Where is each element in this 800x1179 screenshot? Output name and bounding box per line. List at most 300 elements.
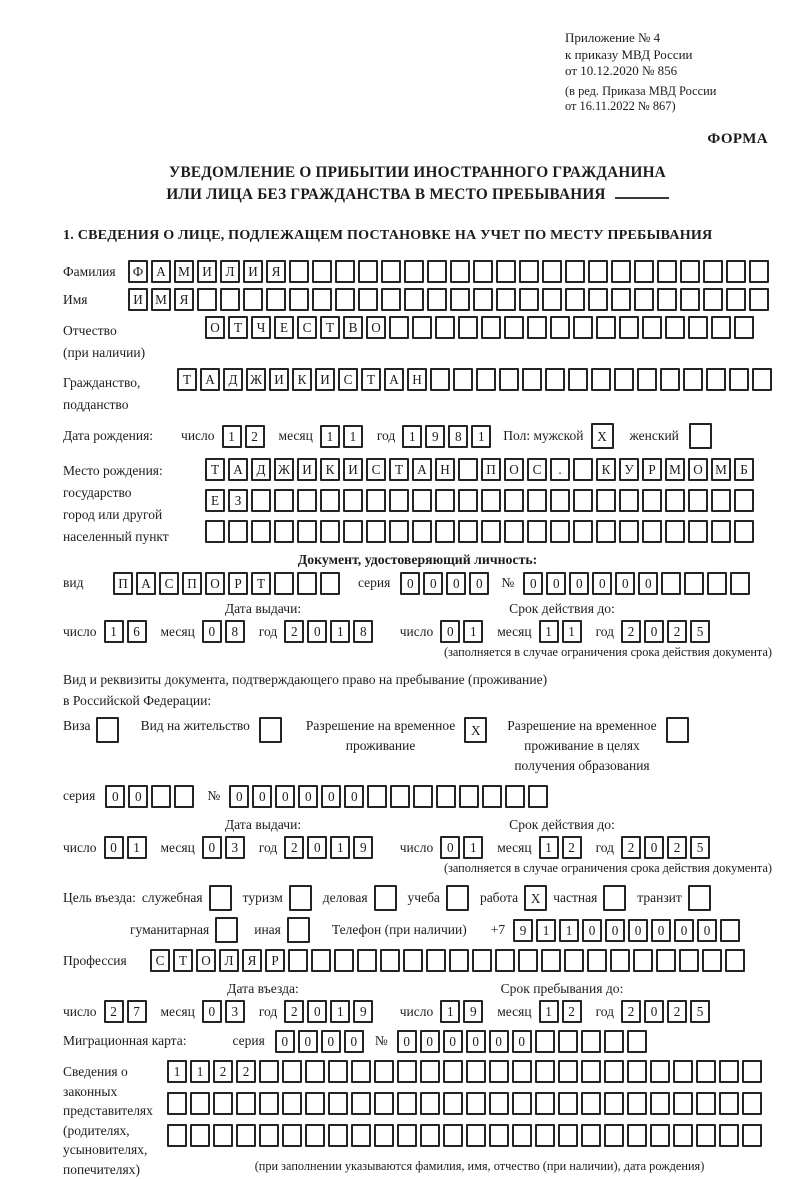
- char-cell[interactable]: 1: [471, 425, 491, 448]
- char-cell[interactable]: [742, 1124, 762, 1147]
- char-cell[interactable]: Ч: [251, 316, 271, 339]
- char-cell[interactable]: [343, 489, 363, 512]
- char-cell[interactable]: [489, 1092, 509, 1115]
- char-cell[interactable]: [374, 885, 397, 911]
- char-cell[interactable]: [504, 316, 524, 339]
- char-cell[interactable]: [588, 288, 608, 311]
- char-cell[interactable]: [650, 1124, 670, 1147]
- char-cell[interactable]: [397, 1092, 417, 1115]
- char-cell[interactable]: [335, 260, 355, 283]
- char-cell[interactable]: [711, 489, 731, 512]
- char-cell[interactable]: 0: [202, 620, 222, 643]
- char-cell[interactable]: [213, 1092, 233, 1115]
- char-cell[interactable]: [660, 368, 680, 391]
- char-cell[interactable]: [734, 489, 754, 512]
- char-cell[interactable]: [236, 1124, 256, 1147]
- char-cell[interactable]: 2: [621, 620, 641, 643]
- char-cell[interactable]: [703, 260, 723, 283]
- char-cell[interactable]: 0: [644, 1000, 664, 1023]
- char-cell[interactable]: 1: [343, 425, 363, 448]
- char-cell[interactable]: 6: [127, 620, 147, 643]
- char-cell[interactable]: [449, 949, 469, 972]
- char-cell[interactable]: [642, 520, 662, 543]
- char-cell[interactable]: [573, 520, 593, 543]
- char-cell[interactable]: [742, 1092, 762, 1115]
- char-cell[interactable]: [305, 1092, 325, 1115]
- char-cell[interactable]: А: [136, 572, 156, 595]
- char-cell[interactable]: О: [205, 572, 225, 595]
- char-cell[interactable]: X: [524, 885, 547, 911]
- char-cell[interactable]: [627, 1030, 647, 1053]
- char-cell[interactable]: [167, 1092, 187, 1115]
- char-cell[interactable]: С: [159, 572, 179, 595]
- char-cell[interactable]: М: [151, 288, 171, 311]
- char-cell[interactable]: [190, 1124, 210, 1147]
- char-cell[interactable]: [587, 949, 607, 972]
- char-cell[interactable]: 1: [402, 425, 422, 448]
- char-cell[interactable]: Б: [734, 458, 754, 481]
- char-cell[interactable]: [573, 458, 593, 481]
- char-cell[interactable]: [696, 1124, 716, 1147]
- char-cell[interactable]: [466, 1092, 486, 1115]
- char-cell[interactable]: [367, 785, 387, 808]
- char-cell[interactable]: [374, 1092, 394, 1115]
- char-cell[interactable]: 2: [667, 836, 687, 859]
- char-cell[interactable]: [512, 1092, 532, 1115]
- char-cell[interactable]: [749, 288, 769, 311]
- char-cell[interactable]: 2: [621, 836, 641, 859]
- char-cell[interactable]: 9: [353, 1000, 373, 1023]
- char-cell[interactable]: [610, 949, 630, 972]
- char-cell[interactable]: [688, 489, 708, 512]
- char-cell[interactable]: [541, 949, 561, 972]
- char-cell[interactable]: С: [338, 368, 358, 391]
- char-cell[interactable]: [274, 489, 294, 512]
- char-cell[interactable]: [527, 489, 547, 512]
- char-cell[interactable]: [573, 489, 593, 512]
- char-cell[interactable]: [426, 949, 446, 972]
- char-cell[interactable]: [627, 1124, 647, 1147]
- char-cell[interactable]: [420, 1092, 440, 1115]
- char-cell[interactable]: [328, 1060, 348, 1083]
- char-cell[interactable]: 2: [245, 425, 265, 448]
- char-cell[interactable]: [476, 368, 496, 391]
- char-cell[interactable]: [588, 260, 608, 283]
- char-cell[interactable]: [213, 1124, 233, 1147]
- char-cell[interactable]: [374, 1060, 394, 1083]
- char-cell[interactable]: 0: [400, 572, 420, 595]
- char-cell[interactable]: [688, 316, 708, 339]
- char-cell[interactable]: [619, 316, 639, 339]
- char-cell[interactable]: [443, 1092, 463, 1115]
- char-cell[interactable]: [209, 885, 232, 911]
- char-cell[interactable]: [496, 260, 516, 283]
- char-cell[interactable]: Т: [228, 316, 248, 339]
- char-cell[interactable]: 0: [128, 785, 148, 808]
- char-cell[interactable]: [725, 949, 745, 972]
- char-cell[interactable]: 9: [425, 425, 445, 448]
- char-cell[interactable]: [535, 1092, 555, 1115]
- char-cell[interactable]: [287, 917, 310, 943]
- char-cell[interactable]: [472, 949, 492, 972]
- char-cell[interactable]: [683, 368, 703, 391]
- char-cell[interactable]: [581, 1030, 601, 1053]
- char-cell[interactable]: [684, 572, 704, 595]
- char-cell[interactable]: М: [711, 458, 731, 481]
- char-cell[interactable]: [458, 316, 478, 339]
- char-cell[interactable]: [558, 1092, 578, 1115]
- char-cell[interactable]: И: [128, 288, 148, 311]
- char-cell[interactable]: 1: [539, 1000, 559, 1023]
- char-cell[interactable]: 0: [440, 836, 460, 859]
- char-cell[interactable]: [358, 260, 378, 283]
- char-cell[interactable]: [458, 489, 478, 512]
- char-cell[interactable]: [288, 949, 308, 972]
- char-cell[interactable]: [389, 520, 409, 543]
- char-cell[interactable]: Р: [642, 458, 662, 481]
- char-cell[interactable]: [518, 949, 538, 972]
- char-cell[interactable]: 2: [104, 1000, 124, 1023]
- char-cell[interactable]: [673, 1092, 693, 1115]
- char-cell[interactable]: О: [688, 458, 708, 481]
- char-cell[interactable]: 0: [592, 572, 612, 595]
- char-cell[interactable]: [96, 717, 119, 743]
- char-cell[interactable]: [351, 1124, 371, 1147]
- char-cell[interactable]: [282, 1092, 302, 1115]
- char-cell[interactable]: [565, 260, 585, 283]
- char-cell[interactable]: [680, 260, 700, 283]
- char-cell[interactable]: [351, 1060, 371, 1083]
- char-cell[interactable]: И: [197, 260, 217, 283]
- char-cell[interactable]: 1: [463, 836, 483, 859]
- char-cell[interactable]: С: [527, 458, 547, 481]
- char-cell[interactable]: [726, 288, 746, 311]
- char-cell[interactable]: [512, 1124, 532, 1147]
- char-cell[interactable]: [305, 1060, 325, 1083]
- char-cell[interactable]: [642, 316, 662, 339]
- char-cell[interactable]: Т: [320, 316, 340, 339]
- char-cell[interactable]: [535, 1030, 555, 1053]
- char-cell[interactable]: [251, 489, 271, 512]
- char-cell[interactable]: 0: [546, 572, 566, 595]
- char-cell[interactable]: [665, 316, 685, 339]
- char-cell[interactable]: [289, 260, 309, 283]
- char-cell[interactable]: [473, 260, 493, 283]
- char-cell[interactable]: [711, 520, 731, 543]
- char-cell[interactable]: [328, 1092, 348, 1115]
- char-cell[interactable]: 0: [420, 1030, 440, 1053]
- char-cell[interactable]: [702, 949, 722, 972]
- char-cell[interactable]: [297, 520, 317, 543]
- char-cell[interactable]: [374, 1124, 394, 1147]
- char-cell[interactable]: [611, 260, 631, 283]
- char-cell[interactable]: [734, 316, 754, 339]
- char-cell[interactable]: [334, 949, 354, 972]
- char-cell[interactable]: 1: [330, 620, 350, 643]
- char-cell[interactable]: В: [343, 316, 363, 339]
- char-cell[interactable]: 8: [225, 620, 245, 643]
- char-cell[interactable]: [403, 949, 423, 972]
- char-cell[interactable]: 9: [513, 919, 533, 942]
- char-cell[interactable]: С: [366, 458, 386, 481]
- char-cell[interactable]: 8: [353, 620, 373, 643]
- char-cell[interactable]: [581, 1124, 601, 1147]
- char-cell[interactable]: [707, 572, 727, 595]
- char-cell[interactable]: [657, 260, 677, 283]
- char-cell[interactable]: [519, 288, 539, 311]
- char-cell[interactable]: К: [292, 368, 312, 391]
- char-cell[interactable]: [604, 1124, 624, 1147]
- char-cell[interactable]: 1: [539, 620, 559, 643]
- char-cell[interactable]: [499, 368, 519, 391]
- char-cell[interactable]: Е: [205, 489, 225, 512]
- char-cell[interactable]: [720, 919, 740, 942]
- char-cell[interactable]: 0: [569, 572, 589, 595]
- char-cell[interactable]: [427, 260, 447, 283]
- char-cell[interactable]: [435, 520, 455, 543]
- char-cell[interactable]: [504, 489, 524, 512]
- char-cell[interactable]: [289, 288, 309, 311]
- char-cell[interactable]: [642, 489, 662, 512]
- char-cell[interactable]: [446, 885, 469, 911]
- char-cell[interactable]: 0: [105, 785, 125, 808]
- char-cell[interactable]: 0: [466, 1030, 486, 1053]
- char-cell[interactable]: [550, 489, 570, 512]
- char-cell[interactable]: 0: [644, 836, 664, 859]
- char-cell[interactable]: 8: [448, 425, 468, 448]
- char-cell[interactable]: [381, 260, 401, 283]
- char-cell[interactable]: [236, 1092, 256, 1115]
- char-cell[interactable]: [312, 288, 332, 311]
- char-cell[interactable]: [688, 520, 708, 543]
- char-cell[interactable]: 1: [330, 836, 350, 859]
- char-cell[interactable]: 0: [423, 572, 443, 595]
- char-cell[interactable]: Л: [219, 949, 239, 972]
- char-cell[interactable]: [266, 288, 286, 311]
- char-cell[interactable]: 0: [202, 1000, 222, 1023]
- char-cell[interactable]: 1: [330, 1000, 350, 1023]
- char-cell[interactable]: Я: [242, 949, 262, 972]
- char-cell[interactable]: [351, 1092, 371, 1115]
- char-cell[interactable]: 0: [512, 1030, 532, 1053]
- char-cell[interactable]: 2: [621, 1000, 641, 1023]
- char-cell[interactable]: 1: [222, 425, 242, 448]
- char-cell[interactable]: [542, 260, 562, 283]
- char-cell[interactable]: [215, 917, 238, 943]
- char-cell[interactable]: [719, 1124, 739, 1147]
- char-cell[interactable]: [703, 288, 723, 311]
- char-cell[interactable]: О: [366, 316, 386, 339]
- char-cell[interactable]: [450, 288, 470, 311]
- char-cell[interactable]: [282, 1124, 302, 1147]
- char-cell[interactable]: 0: [229, 785, 249, 808]
- char-cell[interactable]: 0: [344, 1030, 364, 1053]
- char-cell[interactable]: [366, 489, 386, 512]
- char-cell[interactable]: [627, 1092, 647, 1115]
- char-cell[interactable]: Р: [228, 572, 248, 595]
- char-cell[interactable]: [420, 1060, 440, 1083]
- char-cell[interactable]: [358, 288, 378, 311]
- char-cell[interactable]: 2: [284, 1000, 304, 1023]
- char-cell[interactable]: Ж: [246, 368, 266, 391]
- char-cell[interactable]: А: [200, 368, 220, 391]
- char-cell[interactable]: 0: [104, 836, 124, 859]
- char-cell[interactable]: [289, 885, 312, 911]
- char-cell[interactable]: [535, 1060, 555, 1083]
- char-cell[interactable]: 1: [539, 836, 559, 859]
- char-cell[interactable]: 3: [225, 836, 245, 859]
- char-cell[interactable]: [650, 1060, 670, 1083]
- char-cell[interactable]: [661, 572, 681, 595]
- char-cell[interactable]: 0: [275, 1030, 295, 1053]
- char-cell[interactable]: [558, 1030, 578, 1053]
- char-cell[interactable]: [596, 316, 616, 339]
- char-cell[interactable]: [627, 1060, 647, 1083]
- char-cell[interactable]: [466, 1060, 486, 1083]
- char-cell[interactable]: 0: [307, 1000, 327, 1023]
- char-cell[interactable]: [596, 489, 616, 512]
- char-cell[interactable]: М: [174, 260, 194, 283]
- char-cell[interactable]: [558, 1124, 578, 1147]
- char-cell[interactable]: [633, 949, 653, 972]
- char-cell[interactable]: О: [196, 949, 216, 972]
- char-cell[interactable]: [604, 1030, 624, 1053]
- char-cell[interactable]: [634, 260, 654, 283]
- char-cell[interactable]: Н: [435, 458, 455, 481]
- char-cell[interactable]: [657, 288, 677, 311]
- char-cell[interactable]: [679, 949, 699, 972]
- char-cell[interactable]: [389, 489, 409, 512]
- char-cell[interactable]: 2: [667, 620, 687, 643]
- char-cell[interactable]: 0: [443, 1030, 463, 1053]
- char-cell[interactable]: 0: [489, 1030, 509, 1053]
- char-cell[interactable]: [397, 1124, 417, 1147]
- char-cell[interactable]: 2: [284, 620, 304, 643]
- char-cell[interactable]: З: [228, 489, 248, 512]
- char-cell[interactable]: [297, 572, 317, 595]
- char-cell[interactable]: Ж: [274, 458, 294, 481]
- char-cell[interactable]: [614, 368, 634, 391]
- char-cell[interactable]: [489, 1124, 509, 1147]
- char-cell[interactable]: [482, 785, 502, 808]
- char-cell[interactable]: 2: [284, 836, 304, 859]
- char-cell[interactable]: Т: [173, 949, 193, 972]
- char-cell[interactable]: [320, 572, 340, 595]
- char-cell[interactable]: [443, 1124, 463, 1147]
- char-cell[interactable]: [545, 368, 565, 391]
- char-cell[interactable]: К: [320, 458, 340, 481]
- char-cell[interactable]: К: [596, 458, 616, 481]
- char-cell[interactable]: [619, 489, 639, 512]
- char-cell[interactable]: [749, 260, 769, 283]
- char-cell[interactable]: [666, 717, 689, 743]
- char-cell[interactable]: 0: [638, 572, 658, 595]
- char-cell[interactable]: [390, 785, 410, 808]
- char-cell[interactable]: 2: [562, 1000, 582, 1023]
- char-cell[interactable]: Ф: [128, 260, 148, 283]
- char-cell[interactable]: Д: [223, 368, 243, 391]
- char-cell[interactable]: [436, 785, 456, 808]
- char-cell[interactable]: 0: [307, 620, 327, 643]
- char-cell[interactable]: [404, 288, 424, 311]
- char-cell[interactable]: [343, 520, 363, 543]
- char-cell[interactable]: [443, 1060, 463, 1083]
- char-cell[interactable]: [220, 288, 240, 311]
- char-cell[interactable]: [435, 489, 455, 512]
- char-cell[interactable]: [527, 520, 547, 543]
- char-cell[interactable]: [412, 489, 432, 512]
- char-cell[interactable]: [550, 316, 570, 339]
- char-cell[interactable]: [274, 520, 294, 543]
- char-cell[interactable]: 0: [298, 1030, 318, 1053]
- char-cell[interactable]: [495, 949, 515, 972]
- char-cell[interactable]: 0: [644, 620, 664, 643]
- char-cell[interactable]: [581, 1092, 601, 1115]
- char-cell[interactable]: [458, 520, 478, 543]
- char-cell[interactable]: 1: [463, 620, 483, 643]
- char-cell[interactable]: Л: [220, 260, 240, 283]
- char-cell[interactable]: [459, 785, 479, 808]
- char-cell[interactable]: С: [297, 316, 317, 339]
- char-cell[interactable]: М: [665, 458, 685, 481]
- char-cell[interactable]: 0: [252, 785, 272, 808]
- char-cell[interactable]: [512, 1060, 532, 1083]
- char-cell[interactable]: 0: [440, 620, 460, 643]
- char-cell[interactable]: [481, 520, 501, 543]
- char-cell[interactable]: [752, 368, 772, 391]
- char-cell[interactable]: 0: [298, 785, 318, 808]
- char-cell[interactable]: [328, 1124, 348, 1147]
- char-cell[interactable]: 1: [167, 1060, 187, 1083]
- char-cell[interactable]: [381, 288, 401, 311]
- char-cell[interactable]: [706, 368, 726, 391]
- char-cell[interactable]: 3: [225, 1000, 245, 1023]
- char-cell[interactable]: [742, 1060, 762, 1083]
- char-cell[interactable]: [190, 1092, 210, 1115]
- char-cell[interactable]: [637, 368, 657, 391]
- char-cell[interactable]: П: [481, 458, 501, 481]
- char-cell[interactable]: [673, 1124, 693, 1147]
- char-cell[interactable]: [243, 288, 263, 311]
- char-cell[interactable]: 1: [320, 425, 340, 448]
- char-cell[interactable]: [519, 260, 539, 283]
- char-cell[interactable]: [466, 1124, 486, 1147]
- char-cell[interactable]: [528, 785, 548, 808]
- char-cell[interactable]: [719, 1092, 739, 1115]
- char-cell[interactable]: [535, 1124, 555, 1147]
- char-cell[interactable]: Д: [251, 458, 271, 481]
- char-cell[interactable]: [427, 288, 447, 311]
- char-cell[interactable]: 2: [236, 1060, 256, 1083]
- char-cell[interactable]: 0: [275, 785, 295, 808]
- char-cell[interactable]: [734, 520, 754, 543]
- char-cell[interactable]: [274, 572, 294, 595]
- char-cell[interactable]: [558, 1060, 578, 1083]
- char-cell[interactable]: 0: [469, 572, 489, 595]
- char-cell[interactable]: [320, 489, 340, 512]
- char-cell[interactable]: [504, 520, 524, 543]
- char-cell[interactable]: 0: [446, 572, 466, 595]
- char-cell[interactable]: Я: [266, 260, 286, 283]
- char-cell[interactable]: [489, 1060, 509, 1083]
- char-cell[interactable]: [634, 288, 654, 311]
- char-cell[interactable]: [404, 260, 424, 283]
- char-cell[interactable]: [167, 1124, 187, 1147]
- char-cell[interactable]: 5: [690, 620, 710, 643]
- char-cell[interactable]: [259, 1092, 279, 1115]
- char-cell[interactable]: [696, 1092, 716, 1115]
- char-cell[interactable]: Т: [205, 458, 225, 481]
